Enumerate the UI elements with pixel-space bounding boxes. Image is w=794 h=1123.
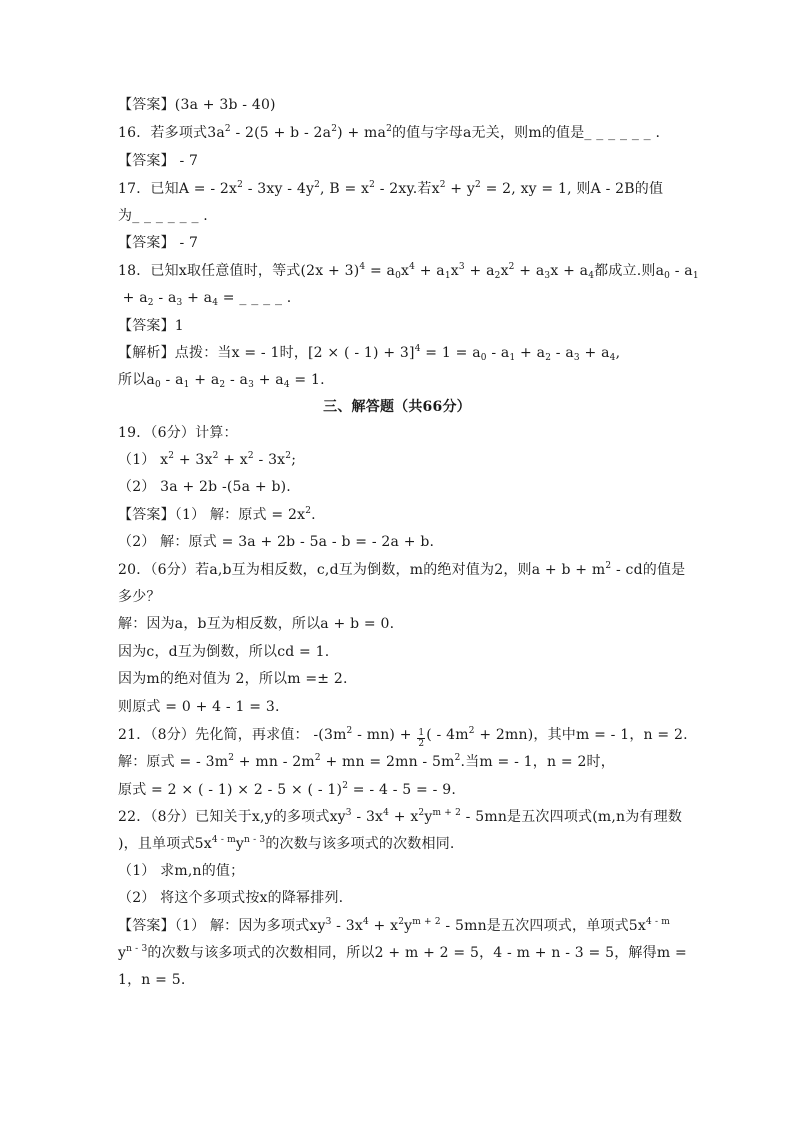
text-line: 为_ _ _ _ _ _ .: [118, 208, 208, 224]
text-line: 17．已知A = - $2x^2 - 3xy - 4y^2$, $B = x^2 - 2xy$.若$x^2 + y^2 = 2$, xy = 1, 则A - 2B的值: [118, 180, 664, 197]
text-line: 22．（8分）已知关于x,y的多项式$xy^3 - 3x^4 + x^2y^{m + 2} - 5mn$是五次四项式(m,n为有理数: [118, 808, 683, 825]
text-line: （2） 3a + 2b -(5a + b).: [118, 479, 291, 495]
text-line: 【解析】点拨：当x = - 1时，[2 × ( - $1) + 3]^4 = 1 = a_0 - a_1 + a_2 - a_3 + a_4$,: [118, 344, 621, 363]
text-line: 因为m的绝对值为 2，所以m =± 2.: [118, 671, 348, 687]
text-line: 多少？: [118, 589, 161, 605]
text-line: 18．已知x取任意值时，等式$(2x + 3)^4 = a_0x^4 + a_1x^3 + a_2x^2 + a_3x + a_4$都成立.则$a_0 - a_1$: [118, 262, 699, 281]
text-line: 【答案】(3a + 3b - 40): [118, 97, 276, 113]
text-line: （1） 求m,n的值；: [118, 863, 245, 879]
text-line: 20．（6分）若a,b互为相反数，c,d互为倒数，m的绝对值为2，则$a + b + m^2$ - cd的值是: [118, 561, 686, 578]
text-line: $y^{n - 3}$的次数与该多项式的次数相同，所以2 + m + 2 = 5，4 - m + n - 3 = 5，解得m =: [118, 944, 687, 961]
text-line: 因为c，d互为倒数，所以cd = 1.: [118, 644, 330, 660]
text-line: （2） 解：原式 = 3a + 2b - 5a - b = - 2a + b.: [118, 534, 435, 550]
section-heading: 三、解答题（共66分）: [323, 399, 471, 415]
text-line: 19．（6分）计算：: [118, 425, 238, 441]
text-line: （1） $x^2 + 3x^2 + x^2 - 3x^2$;: [118, 451, 297, 468]
text-line: )，且单项式$5x^{4 - m}y^{n - 3}$的次数与该多项式的次数相同.: [118, 835, 455, 852]
text-line: 【答案】1: [118, 318, 184, 334]
text-line: 16．若多项式$3a^2 - 2(5 + b - 2a^2) + ma^2$的值与字母a无关，则m的值是_ _ _ _ _ _ .: [118, 124, 661, 141]
text-line: 【答案】 - 7: [118, 153, 199, 169]
text-line: 【答案】（1） 解：因为多项式$xy^3 - 3x^4 + x^2y^{m + 2} - 5mn$是五次四项式，单项式$5x^{4 - m}$: [118, 917, 671, 934]
text-line: 21．（8分）先化简，再求值： $-(3m^2 - mn)$ + $\frac{1}{2}$ ( - $4m^2 + 2mn$)，其中m = - 1，n = 2.: [118, 726, 688, 749]
text-line: 解：原式 = - $3m^2$ + mn - $2m^2$ + mn = $2mn - 5m^2$.当m = - 1，n = 2时，: [118, 753, 615, 770]
text-line: 【答案】（1） 解：原式 = $2x^2$.: [118, 506, 316, 523]
text-line: 原式 = 2 × ( - 1) × 2 - 5 × ( - 1)$^2$ = - 4 - 5 = - 9.: [118, 781, 456, 798]
text-line: （2） 将这个多项式按x的降幂排列.: [118, 890, 344, 906]
text-line: 1，n = 5.: [118, 972, 186, 988]
text-line: 解：因为a，b互为相反数，所以a + b = 0.: [118, 616, 395, 632]
text-line: + $a_2 - a_3 + a_4$ = _ _ _ _ .: [118, 290, 292, 308]
text-line: 【答案】 - 7: [118, 235, 199, 251]
text-line: 则原式 = 0 + 4 - 1 = 3.: [118, 699, 280, 715]
text-line: 所以$a_0 - a_1 + a_2 - a_3 + a_4 = 1$.: [118, 372, 325, 390]
